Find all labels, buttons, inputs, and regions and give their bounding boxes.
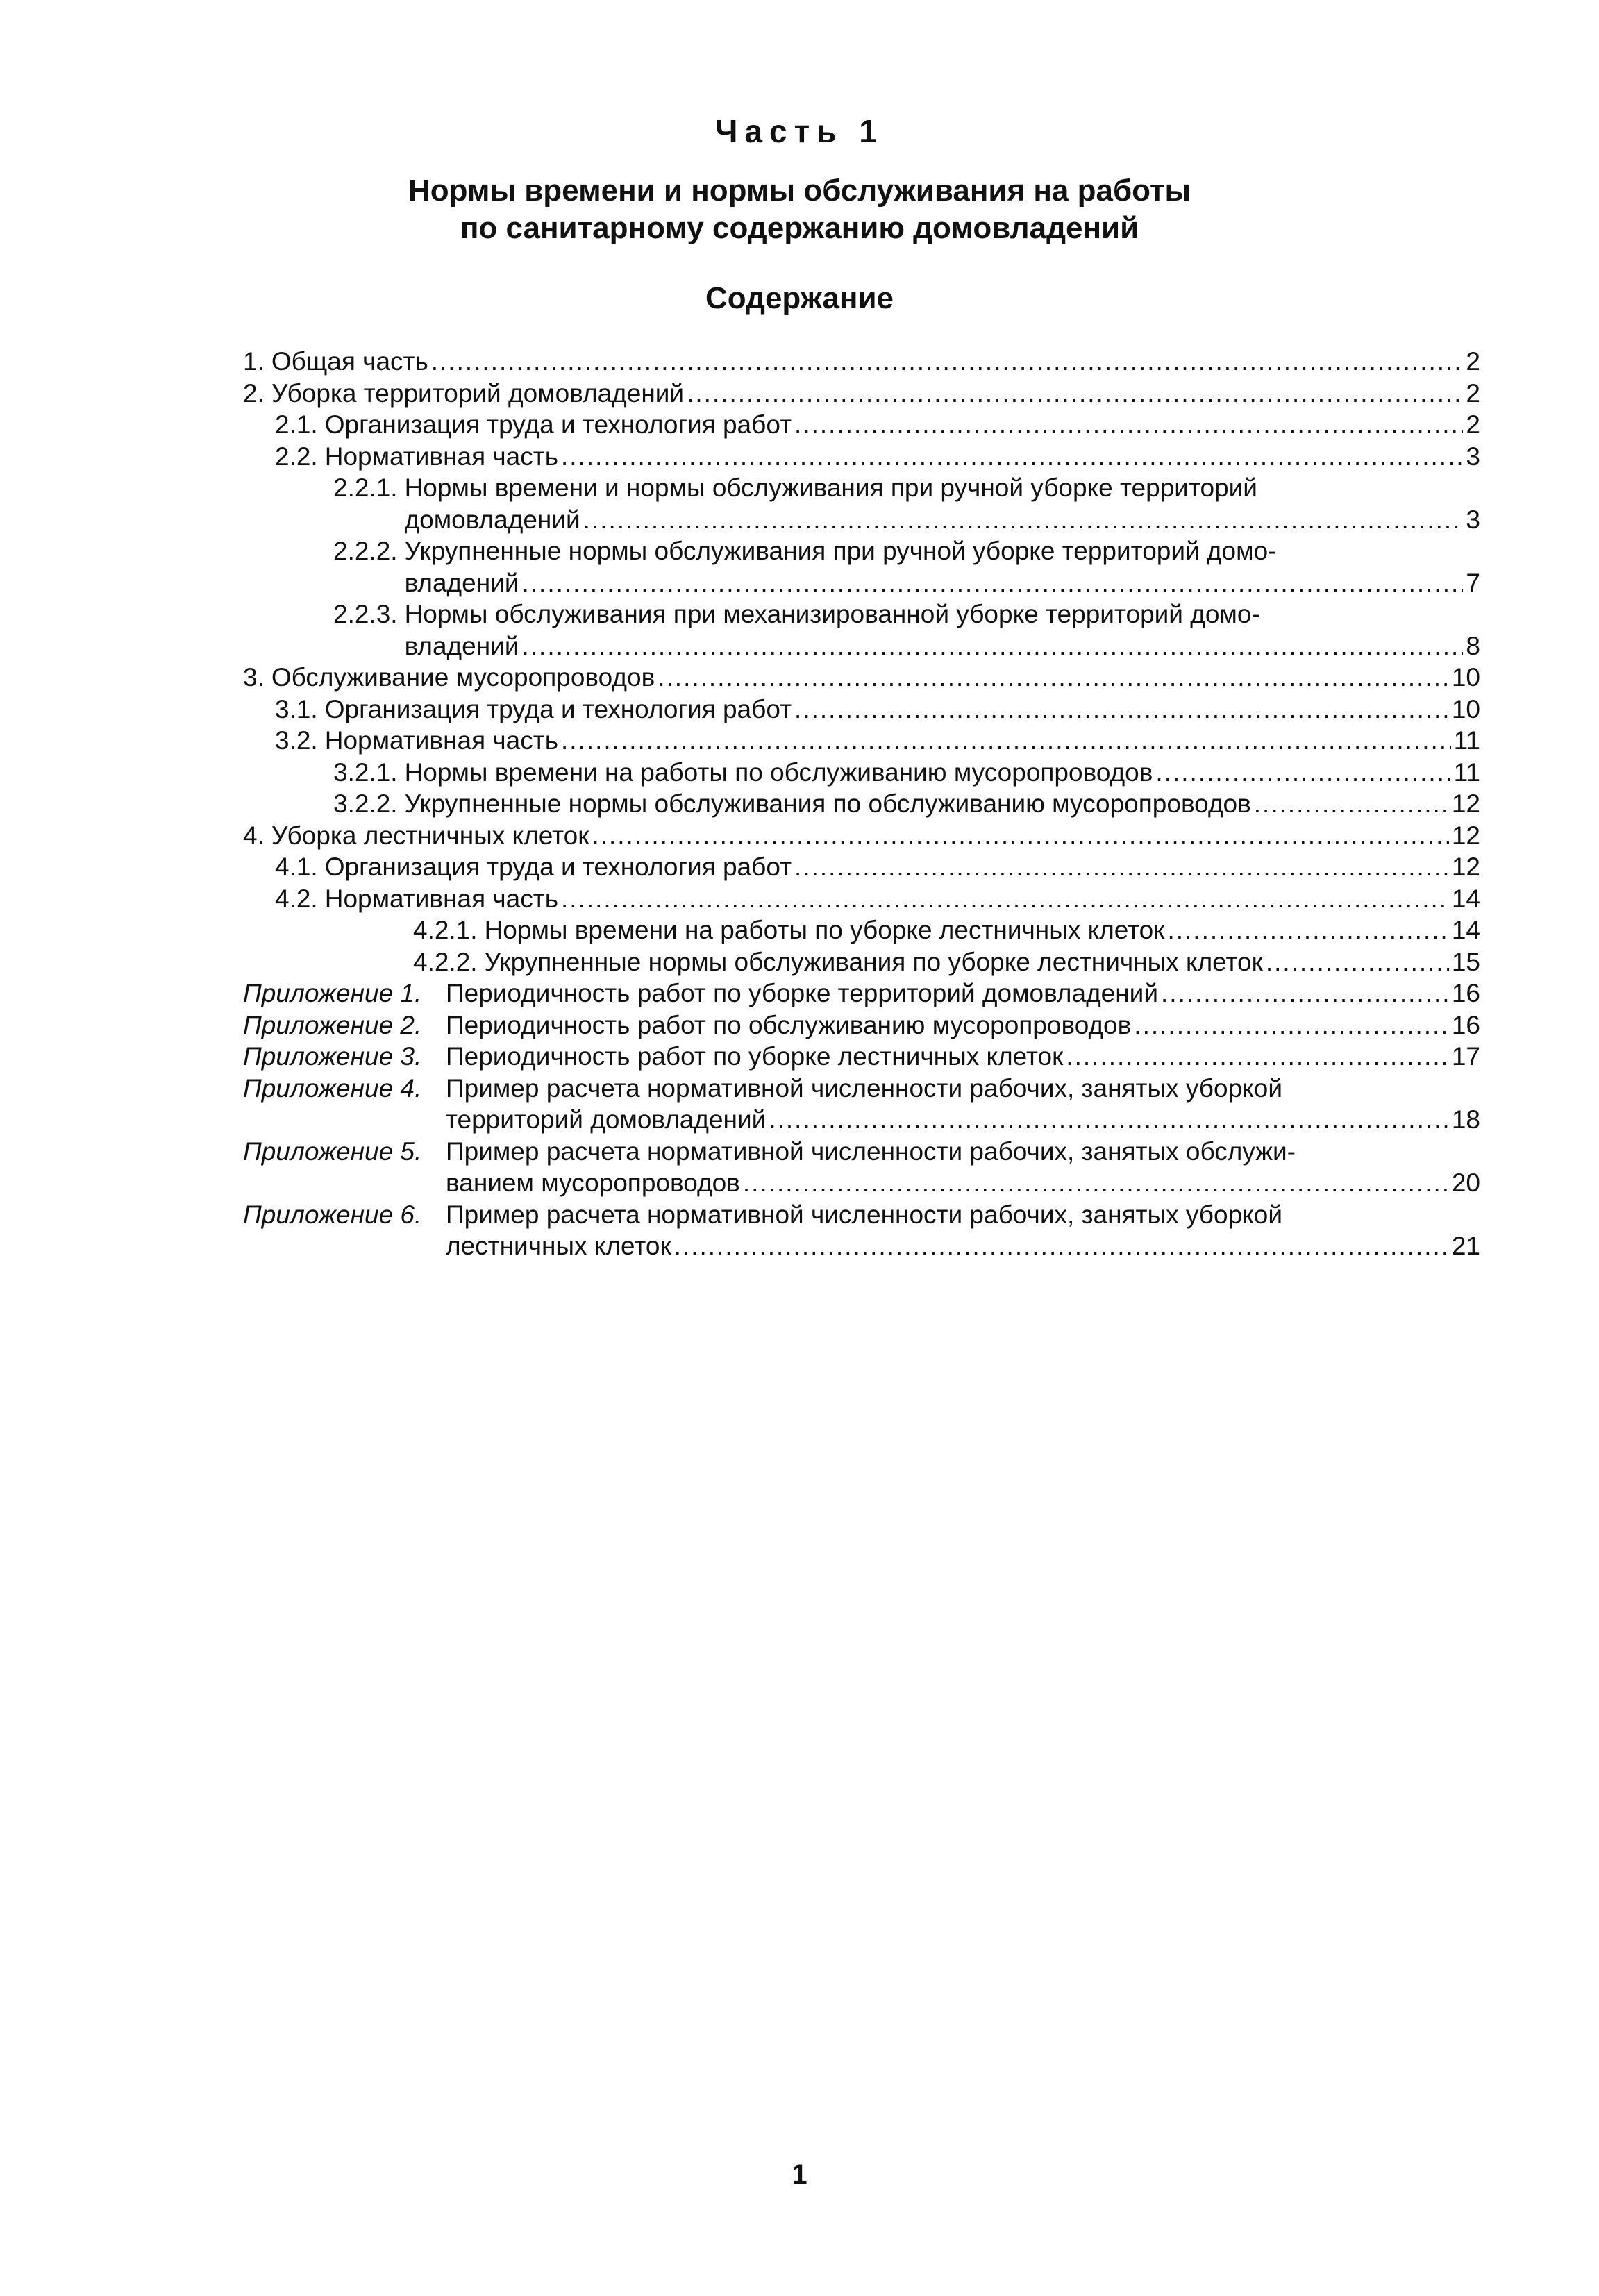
toc-entry-number: 4. [243,821,265,850]
toc-entry-2-1[interactable] [243,409,1480,441]
toc-appendix-4[interactable] [243,1073,1480,1136]
toc-entry-number: 2.1. [275,410,318,439]
toc-page-number: 3 [1466,505,1480,534]
toc-entry-title: домовладений [404,505,580,534]
toc-dot-leader [794,694,1449,726]
toc-page-number: 11 [1453,726,1480,755]
toc-entry-title-line: Пример расчета нормативной численности рабочих, занятых уборкой [446,1073,1282,1103]
toc-entry-title: владений [404,568,519,597]
toc-dot-leader [1167,914,1448,946]
toc-entry-title: Периодичность работ по уборке лестничных клеток [446,1042,1064,1071]
toc-entry-title: Нормативная часть [324,442,558,471]
toc-page-number: 14 [1451,916,1480,944]
toc-entry-title: Обслуживание мусоропроводов [271,663,655,692]
toc-dot-leader [674,1230,1449,1262]
toc-entry-title: Нормативная часть [324,884,558,913]
toc-page-number: 12 [1451,821,1480,850]
toc-entry-number: 4.2.1. [413,916,478,944]
toc-appendix-label: Приложение 5. [243,1137,422,1166]
toc-page-number: 2 [1466,410,1480,439]
toc-entry-number: 3.2.1. [333,757,398,787]
toc-entry-title: Общая часть [271,347,428,376]
toc-page-number: 12 [1451,789,1480,818]
toc-page-number: 16 [1451,1010,1480,1039]
toc-entry-title: Организация труда и технология работ [324,853,792,881]
toc-page-number: 3 [1466,442,1480,471]
document-title-line-1: Нормы времени и нормы обслуживания на работы [408,174,1191,208]
toc-entry-1[interactable] [243,346,1480,378]
toc-dot-leader [1066,1041,1449,1073]
toc-appendix-label: Приложение 6. [243,1200,422,1229]
toc-appendix-label: Приложение 2. [243,1010,422,1039]
toc-entry-3-2[interactable] [243,725,1480,757]
toc-appendix-2[interactable] [243,1009,1480,1041]
toc-entry-title: Нормативная часть [324,726,558,755]
toc-entry-title-line: Пример расчета нормативной численности рабочих, занятых обслужи- [446,1137,1296,1166]
toc-entry-2-2-3[interactable] [243,598,1480,662]
document-title-line-2: по санитарному содержанию домовладений [460,211,1139,245]
toc-entry-title: Укрупненные нормы обслуживания по обслуживанию мусоропроводов [404,789,1251,818]
toc-page-number: 10 [1451,663,1480,692]
toc-entry-title-line: Нормы обслуживания при механизированной уборке территорий домо- [404,600,1260,628]
toc-entry-title: Уборка лестничных клеток [271,821,589,850]
toc-dot-leader [743,1167,1449,1199]
part-title: Часть 1 [715,113,884,149]
toc-dot-leader [1254,788,1449,820]
toc-entry-title: владений [404,631,519,660]
toc-page-number: 7 [1466,568,1480,597]
toc-entry-title-line: Нормы времени и нормы обслуживания при ручной уборке территорий [404,474,1257,502]
toc-entry-4-2[interactable] [243,883,1480,915]
toc-dot-leader [1155,757,1450,789]
toc-dot-leader [561,725,1451,757]
contents-heading: Содержание [705,281,894,315]
toc-entry-2-2-1[interactable] [243,472,1480,535]
toc-page-number: 8 [1466,631,1480,660]
toc-entry-number: 3.2.2. [333,789,398,818]
toc-dot-leader [794,409,1463,441]
toc-entry-title-line: Пример расчета нормативной численности рабочих, занятых уборкой [446,1200,1282,1229]
toc-entry-number: 1. [243,347,265,376]
toc-page-number: 2 [1466,378,1480,408]
toc-entry-3-2-1[interactable] [243,757,1480,789]
toc-entry-number: 2. [243,378,265,408]
toc-page-number: 2 [1466,347,1480,376]
toc-entry-number: 4.1. [275,853,318,881]
toc-entry-title: территорий домовладений [446,1105,767,1134]
toc-entry-number: 2.2.2. [333,537,398,565]
toc-entry-title: Периодичность работ по уборке территорий домовладений [446,979,1159,1007]
toc-entry-title: Уборка территорий домовладений [271,378,685,408]
toc-page-number: 21 [1451,1232,1480,1260]
toc-entry-number: 3. [243,663,265,692]
toc-page-number: 15 [1451,947,1480,976]
toc-entry-number: 3.2. [275,726,318,755]
toc-page-number: 10 [1451,694,1480,723]
toc-entry-3[interactable] [243,662,1480,694]
toc-entry-number: 2.2. [275,442,318,471]
toc-dot-leader [658,662,1449,694]
toc-entry-title: Организация труда и технология работ [324,694,792,723]
toc-dot-leader [1134,1009,1449,1041]
toc-entry-number: 2.2.3. [333,600,398,628]
toc-entry-2-2-2[interactable] [243,535,1480,598]
toc-entry-2[interactable] [243,378,1480,410]
toc-appendix-label: Приложение 1. [243,979,422,1007]
toc-entry-4-2-2[interactable] [243,946,1480,978]
toc-appendix-label: Приложение 4. [243,1073,422,1103]
toc-dot-leader [769,1104,1449,1136]
toc-appendix-label: Приложение 3. [243,1042,422,1071]
toc-entry-number: 4.2.2. [413,947,478,976]
toc-page-number: 20 [1451,1168,1480,1197]
toc-dot-leader [592,820,1448,852]
toc-entry-4-2-1[interactable] [243,914,1480,946]
toc-entry-title: ванием мусоропроводов [446,1168,740,1197]
toc-entry-title: Нормы времени на работы по уборке лестничных клеток [484,916,1165,944]
toc-entry-2-2[interactable] [243,441,1480,473]
toc-dot-leader [583,504,1464,536]
toc-page-number: 18 [1451,1105,1480,1134]
table-of-contents [243,346,1480,1262]
toc-entry-title: лестничных клеток [446,1232,671,1260]
toc-dot-leader [1266,946,1449,978]
toc-appendix-5[interactable] [243,1136,1480,1199]
toc-entry-title: Укрупненные нормы обслуживания по уборке лестничных клеток [484,947,1263,976]
toc-dot-leader [794,851,1449,883]
toc-entry-title: Периодичность работ по обслуживанию мусоропроводов [446,1010,1132,1039]
toc-entry-title: Нормы времени на работы по обслуживанию мусоропроводов [404,757,1153,787]
toc-entry-3-2-2[interactable] [243,788,1480,820]
toc-entry-title: Организация труда и технология работ [324,410,792,439]
toc-dot-leader [522,567,1464,599]
toc-dot-leader [431,346,1464,378]
document-title [0,172,1599,247]
toc-entry-title-line: Укрупненные нормы обслуживания при ручной уборке территорий домо- [404,537,1277,565]
toc-entry-4-1[interactable] [243,851,1480,883]
toc-dot-leader [687,378,1463,410]
toc-entry-number: 4.2. [275,884,318,913]
toc-page-number: 14 [1451,884,1480,913]
toc-page-number: 16 [1451,979,1480,1007]
toc-dot-leader [561,883,1449,915]
toc-entry-number: 2.2.1. [333,474,398,502]
toc-entry-number: 3.1. [275,694,318,723]
toc-page-number: 17 [1451,1042,1480,1071]
toc-page-number: 12 [1451,853,1480,881]
toc-page-number: 11 [1453,757,1480,787]
toc-appendix-3[interactable] [243,1041,1480,1073]
toc-entry-4[interactable] [243,820,1480,852]
toc-dot-leader [522,630,1464,662]
page-number: 1 [792,2159,807,2190]
toc-entry-3-1[interactable] [243,694,1480,726]
toc-appendix-6[interactable] [243,1199,1480,1262]
toc-dot-leader [561,441,1463,473]
toc-dot-leader [1161,978,1449,1009]
toc-appendix-1[interactable] [243,978,1480,1009]
